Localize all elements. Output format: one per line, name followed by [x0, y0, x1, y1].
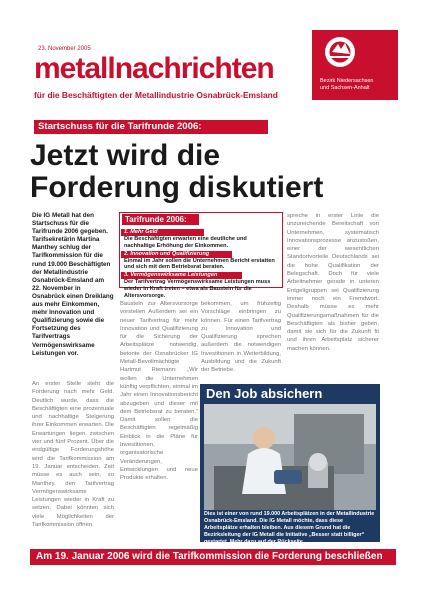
body-column-4: spreche in erster Linie die unzureichende Bereitschaft von Unternehmen, systematisch Innovationsprozesse anzustoßen, einer der wesentlichen Standortvorteile Deutschlands sei die hohe Qualifikation der Belegschaft. Doch für viele Arbeitnehmer gerade in unteren Entgeltgruppen sei Qualifizierung immer noch ein Fremdwort. Deshalb müsse es mehr Qualifizierungsmaßnahmen für die Beschäftigten als bisher geben, damit sie sich für die Zukunft fit und ihren Arbeitsplatz sicherer machen können.: [287, 213, 379, 352]
demand-item: [121, 229, 279, 250]
demand-text: Der Tarifvertrag Vermögenswirksame Leistungen muss wieder in Kraft treten – etwa als Baustein für die Altersvorsorge.: [124, 279, 271, 299]
demand-heading: 1. Mehr Geld: [121, 229, 204, 236]
masthead-part1: metall: [34, 52, 115, 85]
masthead-part2: nachrichten: [114, 52, 274, 85]
photo-title: Den Job absichern: [206, 386, 323, 401]
demands-box-title: Tarifrunde 2006:: [122, 214, 199, 225]
demand-heading: 2. Innovation und Qualifizierung: [121, 251, 232, 258]
body-column-1: An erster Stelle steht die Forderung nach mehr Geld. Deutlich wurde, dass die Beschäftigten eine prozentuale und nachhaltige Steigerung ihrer Einkommen erwarten. Die Erwartungen liegen zwischen vier und fünf Prozent. Über die endgültige Forderungshöhe wird die Tarifkommission am 19. Januar entscheiden. Zeit müsse es auch sein, so Manthey, den Tarifvertrag Vermögenswirksame Leistungen wieder in Kraft zu setzen. Dabei könnten sich viele Möglichkeiten der Tarifkommission öffnen.: [32, 381, 114, 529]
headline-line2: Forderung diskutiert: [30, 171, 324, 204]
headline-line1: Jetzt wird die: [30, 139, 221, 172]
logo-caption-line1: Bezirk Niedersachsen: [320, 78, 374, 84]
demand-item: [121, 251, 279, 272]
body-column-2: Bausteln zur Altersvorsorge vorstellen Außerdem sei ein neuer Tarifvertrag für mehr Innovation und Qualifizierung für die Sicherung der Arbeitsplätze notwendig, betonte der Osnabrücker IG Metall-Bevollmächtigte Hartmut Riemann: „Wir wollen die Unternehmen künftig verpflichten, einmal im Jahr einen Innovationsbericht abzugeben und dieser mit dem Betriebsrat zu beraten.“ Damit sollen die Beschäftigten regelmäßig Einblick in die Pläne für Investitionen, organisatorische Veränderungen, Entwicklungen und neue Produkte erhalten.: [120, 301, 198, 482]
article-lead: Die IG Metall hat den Startschuss für die Tarifrunde 2006 gegeben. Tarifsekretärin Martina Manthey schlug der Tarifkommission für die rund 19.000 Beschäftigten der Metallindustrie Osnabrück-Emsland am 22. November in Osnabrück einen Dreiklang aus mehr Einkommen, mehr Innovation und Qualifizierung sowie die Fortsetzung des Tarifvertrags Vermögenswirksame Leistungen vor.: [32, 212, 114, 357]
body-column-3: bekommen, um frühzeitig Vorschläge einbringen zu können. Für einen Tarifvertrag zu Innovation und Qualifizierung sprechen außerdem die notwendigen Investitionen in Weiterbildung, Ausbildung und die Zukunft der Betriebe.: [201, 301, 281, 374]
logo-caption: [320, 78, 374, 92]
masthead-subtitle: für die Beschäftigten der Metallindustrie Osnabrück-Emsland: [34, 90, 278, 100]
worker-photo: [204, 404, 376, 510]
photo-caption: Dies ist einer von rund 19.000 Arbeitsplätzen in der Metallindustrie Osnabrück-Emsland. Die IG Metall möchte, dass diese Arbeitsplätze erhalten bleiben. Aus diesem Grund hat die Bezirksleitung der IG Metall die Initiative „Besser statt billiger“ gestartet. Mehr dazu auf der Rückseite.: [204, 511, 375, 545]
demand-text: Die Beschäftigten erwarten eine deutliche und nachhaltige Erhöhung der Einkommen.: [124, 236, 247, 249]
demand-text: Einmal im Jahr sollen die Unternehmen Bericht erstatten und sich mit dem Betriebsrat beraten.: [124, 257, 275, 271]
demand-heading: 3. Vermögenswirksame Leistungen: [121, 272, 242, 279]
article-headline: [30, 140, 323, 204]
footer-banner: Am 19. Januar 2006 wird die Tarifkommission die Forderung beschließen: [30, 549, 396, 565]
demand-item: [121, 272, 279, 299]
demands-list: [121, 229, 279, 300]
issue-date: 23. November 2005: [38, 46, 91, 52]
masthead: [34, 54, 274, 84]
logo-caption-line2: und Sachsen-Anhalt: [320, 85, 370, 91]
article-kicker: Startschuss für die Tarifrunde 2006:: [34, 120, 268, 134]
